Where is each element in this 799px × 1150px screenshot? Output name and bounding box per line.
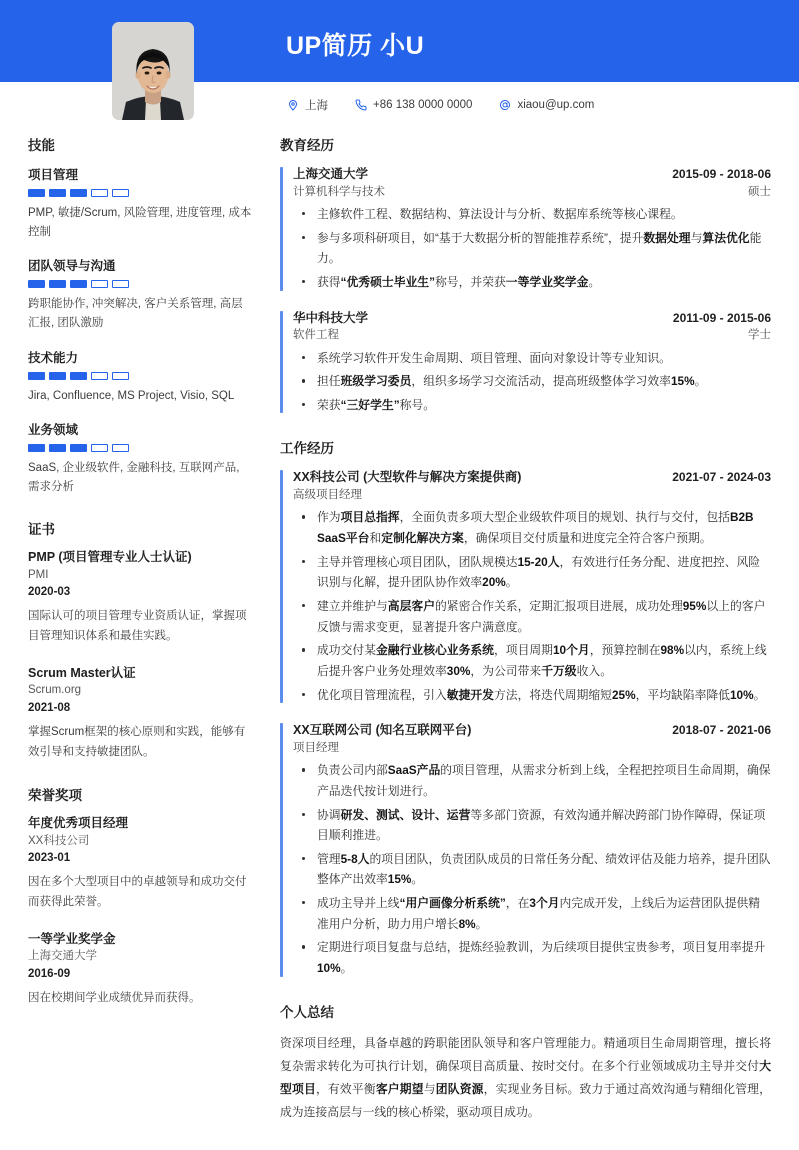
award-date: 2016-09 — [28, 967, 71, 980]
skill-segment-filled — [28, 189, 45, 197]
education-school: 华中科技大学 — [293, 310, 369, 325]
skill-segment-filled — [70, 372, 87, 380]
contact-location-value: 上海 — [305, 100, 328, 112]
summary-section-title: 个人总结 — [280, 1004, 334, 1020]
bullet-item: 担任班级学习委员，组织多场学习交流活动，提高班级整体学习效率15%。 — [293, 371, 771, 392]
awards-section — [28, 784, 254, 1008]
skill-segment-filled — [49, 280, 66, 288]
skill-segment-empty — [91, 372, 108, 380]
certificates-section-title: 证书 — [28, 522, 55, 538]
work-role: 项目经理 — [293, 742, 339, 754]
certificate-date: 2020-03 — [28, 586, 71, 599]
contact-phone-value: +86 138 0000 0000 — [373, 99, 473, 111]
skill-item — [28, 165, 254, 241]
skill-description: SaaS, 企业级软件, 金融科技, 互联网产品, 需求分析 — [28, 462, 240, 493]
education-date: 2015-09 - 2018-06 — [672, 167, 771, 181]
work-date: 2021-07 - 2024-03 — [672, 470, 771, 485]
award-description: 因在多个大型项目中的卓越领导和成功交付而获得此荣誉。 — [28, 876, 247, 909]
work-section — [280, 437, 771, 978]
awards-section-title: 荣誉奖项 — [28, 788, 82, 804]
certificate-name: PMP (项目管理专业人士认证) — [28, 550, 192, 565]
bullet-item: 荣获“三好学生”称号。 — [293, 395, 771, 416]
work-bullets — [293, 507, 771, 705]
skill-item — [28, 348, 254, 406]
skills-section-title: 技能 — [28, 138, 55, 153]
main-content — [280, 128, 771, 1124]
work-section-title: 工作经历 — [280, 441, 334, 457]
summary-section — [280, 1001, 771, 1124]
bullet-item: 协调研发、测试、设计、运营等多部门资源，有效沟通并解决跨部门协作障碍，保证项目顺利推进。 — [293, 805, 771, 846]
profile-photo-image — [112, 22, 194, 120]
award-name: 一等学业奖学金 — [28, 931, 116, 946]
skills-section — [28, 134, 254, 496]
page-title: UP简历 小U — [286, 32, 425, 60]
work-role: 高级项目经理 — [293, 489, 362, 502]
education-entry — [280, 165, 771, 293]
certificate-name: Scrum Master认证 — [28, 665, 136, 680]
work-entry-header — [293, 468, 771, 487]
skill-item — [28, 420, 254, 496]
skill-segment-empty — [112, 444, 129, 452]
certificate-org: PMI — [28, 568, 49, 581]
award-date: 2023-01 — [28, 852, 71, 865]
resume-body — [0, 128, 799, 1150]
work-entry-header — [293, 721, 771, 740]
skill-segment-filled — [49, 372, 66, 380]
bullet-item: 获得“优秀硕士毕业生”称号，并荣获一等学业奖学金。 — [293, 272, 771, 293]
skill-segment-empty — [112, 280, 129, 288]
education-degree: 硕士 — [748, 185, 771, 198]
phone-icon — [354, 99, 367, 112]
skill-segment-empty — [112, 372, 129, 380]
certificates-section — [28, 518, 254, 762]
education-bullets — [293, 204, 771, 293]
work-company: XX互联网公司 (知名互联网平台) — [293, 723, 472, 738]
skill-segment-empty — [91, 280, 108, 288]
contact-location — [286, 97, 328, 113]
certificate-date: 2021-08 — [28, 701, 71, 714]
education-entry — [280, 309, 771, 416]
entry-accent-bar — [280, 470, 283, 703]
skill-segment-filled — [70, 280, 87, 288]
education-section-title: 教育经历 — [280, 138, 334, 153]
award-description: 因在校期间学业成绩优异而获得。 — [28, 991, 201, 1004]
bullet-item: 负责公司内部SaaS产品的项目管理，从需求分析到上线，全程把控项目生命周期，确保产品迭代按计划进行。 — [293, 760, 771, 801]
certificate-item — [28, 549, 254, 647]
work-company: XX科技公司 (大型软件与解决方案提供商) — [293, 470, 522, 485]
skill-rating-bar — [28, 280, 254, 288]
skill-segment-filled — [28, 372, 45, 380]
entry-accent-bar — [280, 167, 283, 291]
skill-rating-bar — [28, 372, 254, 380]
award-item — [28, 815, 254, 913]
bullet-item: 建立并维护与高层客户的紧密合作关系，定期汇报项目进展，成功处理95%以上的客户反馈与需求变更，显著提升客户满意度。 — [293, 596, 771, 637]
award-org: 上海交通大学 — [28, 950, 97, 963]
skill-segment-empty — [91, 189, 108, 197]
work-bullets — [293, 760, 771, 978]
skill-segment-empty — [112, 189, 129, 197]
education-entry-subheader — [293, 327, 771, 344]
skill-name: 项目管理 — [28, 168, 79, 182]
skill-name: 技术能力 — [28, 350, 79, 365]
skill-description: 跨职能协作, 冲突解决, 客户关系管理, 高层汇报, 团队激励 — [28, 298, 243, 329]
education-entry-header — [293, 309, 771, 328]
education-major: 软件工程 — [293, 329, 339, 342]
skill-segment-filled — [49, 444, 66, 452]
summary-text: 资深项目经理，具备卓越的跨职能团队领导和客户管理能力。精通项目生命周期管理，擅长将复杂需求转化为可执行计划，确保项目高质量、按时交付。在多个行业领域成功主导并交付大型项目，有效平衡客户期望与团队资源，实现业务目标。致力于通过高效沟通与精细化管理，成为连接高层与一线的核心桥梁，驱动项目成功。 — [280, 1035, 771, 1119]
certificate-org: Scrum.org — [28, 684, 82, 697]
skill-description: Jira, Confluence, MS Project, Visio, SQL — [28, 389, 235, 402]
education-bullets — [293, 348, 771, 416]
work-entry-subheader — [293, 740, 771, 757]
bullet-item: 成功交付某金融行业核心业务系统，项目周期10个月，预算控制在98%以内，系统上线后提升客户业务处理效率30%，为公司带来千万级收入。 — [293, 640, 771, 681]
skill-rating-bar — [28, 189, 254, 197]
bullet-item: 优化项目管理流程，引入敏捷开发方法，将迭代周期缩短25%，平均缺陷率降低10%。 — [293, 685, 771, 706]
education-section — [280, 134, 771, 415]
skill-rating-bar — [28, 444, 254, 452]
bullet-item: 定期进行项目复盘与总结，提炼经验教训，为后续项目提供宝贵参考，项目复用率提升10%。 — [293, 937, 771, 978]
sidebar — [28, 128, 254, 1009]
email-at-icon — [498, 99, 511, 112]
award-org: XX科技公司 — [28, 834, 90, 847]
award-item — [28, 931, 254, 1009]
work-entry-subheader — [293, 487, 771, 504]
skill-segment-filled — [70, 189, 87, 197]
bullet-item: 系统学习软件开发生命周期、项目管理、面向对象设计等专业知识。 — [293, 348, 771, 369]
certificate-item — [28, 665, 254, 763]
contact-email-value: xiaou@up.com — [517, 99, 595, 111]
contact-phone — [354, 99, 472, 112]
work-entry — [280, 721, 771, 978]
skill-segment-empty — [91, 444, 108, 452]
education-major: 计算机科学与技术 — [293, 185, 385, 198]
skill-segment-filled — [70, 444, 87, 452]
bullet-item: 主修软件工程、数据结构、算法设计与分析、数据库系统等核心课程。 — [293, 204, 771, 225]
skill-segment-filled — [49, 189, 66, 197]
bullet-item: 管理5-8人的项目团队，负责团队成员的日常任务分配、绩效评估及能力培养，提升团队整体产出效率15%。 — [293, 849, 771, 890]
certificate-description: 掌握Scrum框架的核心原则和实践，能够有效引导和支持敏捷团队。 — [28, 725, 246, 758]
skill-segment-filled — [28, 280, 45, 288]
bullet-item: 主导并管理核心项目团队，团队规模达15-20人，有效进行任务分配、进度把控、风险识别与化解，提升团队协作效率20%。 — [293, 552, 771, 593]
bullet-item: 成功主导并上线“用户画像分析系统”，在3个月内完成开发，上线后为运营团队提供精准用户分析，助力用户增长8%。 — [293, 893, 771, 934]
bullet-item: 参与多项科研项目，如“基于大数据分析的智能推荐系统”，提升数据处理与算法优化能力。 — [293, 228, 771, 269]
contact-email — [498, 99, 594, 112]
bullet-item: 作为项目总指挥，全面负责多项大型企业级软件项目的规划、执行与交付，包括B2B SaaS平台和定制化解决方案，确保项目交付质量和进度完全符合客户预期。 — [293, 507, 771, 548]
education-date: 2011-09 - 2015-06 — [672, 310, 771, 325]
education-school: 上海交通大学 — [293, 167, 369, 181]
certificate-description: 国际认可的项目管理专业资质认证，掌握项目管理知识体系和最佳实践。 — [28, 610, 247, 643]
work-date: 2018-07 - 2021-06 — [672, 723, 771, 738]
award-name: 年度优秀项目经理 — [28, 816, 129, 831]
education-entry-subheader — [293, 184, 771, 201]
education-entry-header — [293, 165, 771, 184]
entry-accent-bar — [280, 723, 283, 976]
education-degree: 学士 — [748, 329, 771, 342]
avatar — [112, 22, 194, 120]
skill-description: PMP, 敏捷/Scrum, 风险管理, 进度管理, 成本控制 — [28, 207, 252, 238]
skill-item — [28, 256, 254, 332]
skill-name: 业务领域 — [28, 423, 79, 438]
skill-name: 团队领导与沟通 — [28, 259, 116, 274]
work-entry — [280, 468, 771, 705]
entry-accent-bar — [280, 311, 283, 414]
location-pin-icon — [286, 99, 299, 112]
skill-segment-filled — [28, 444, 45, 452]
